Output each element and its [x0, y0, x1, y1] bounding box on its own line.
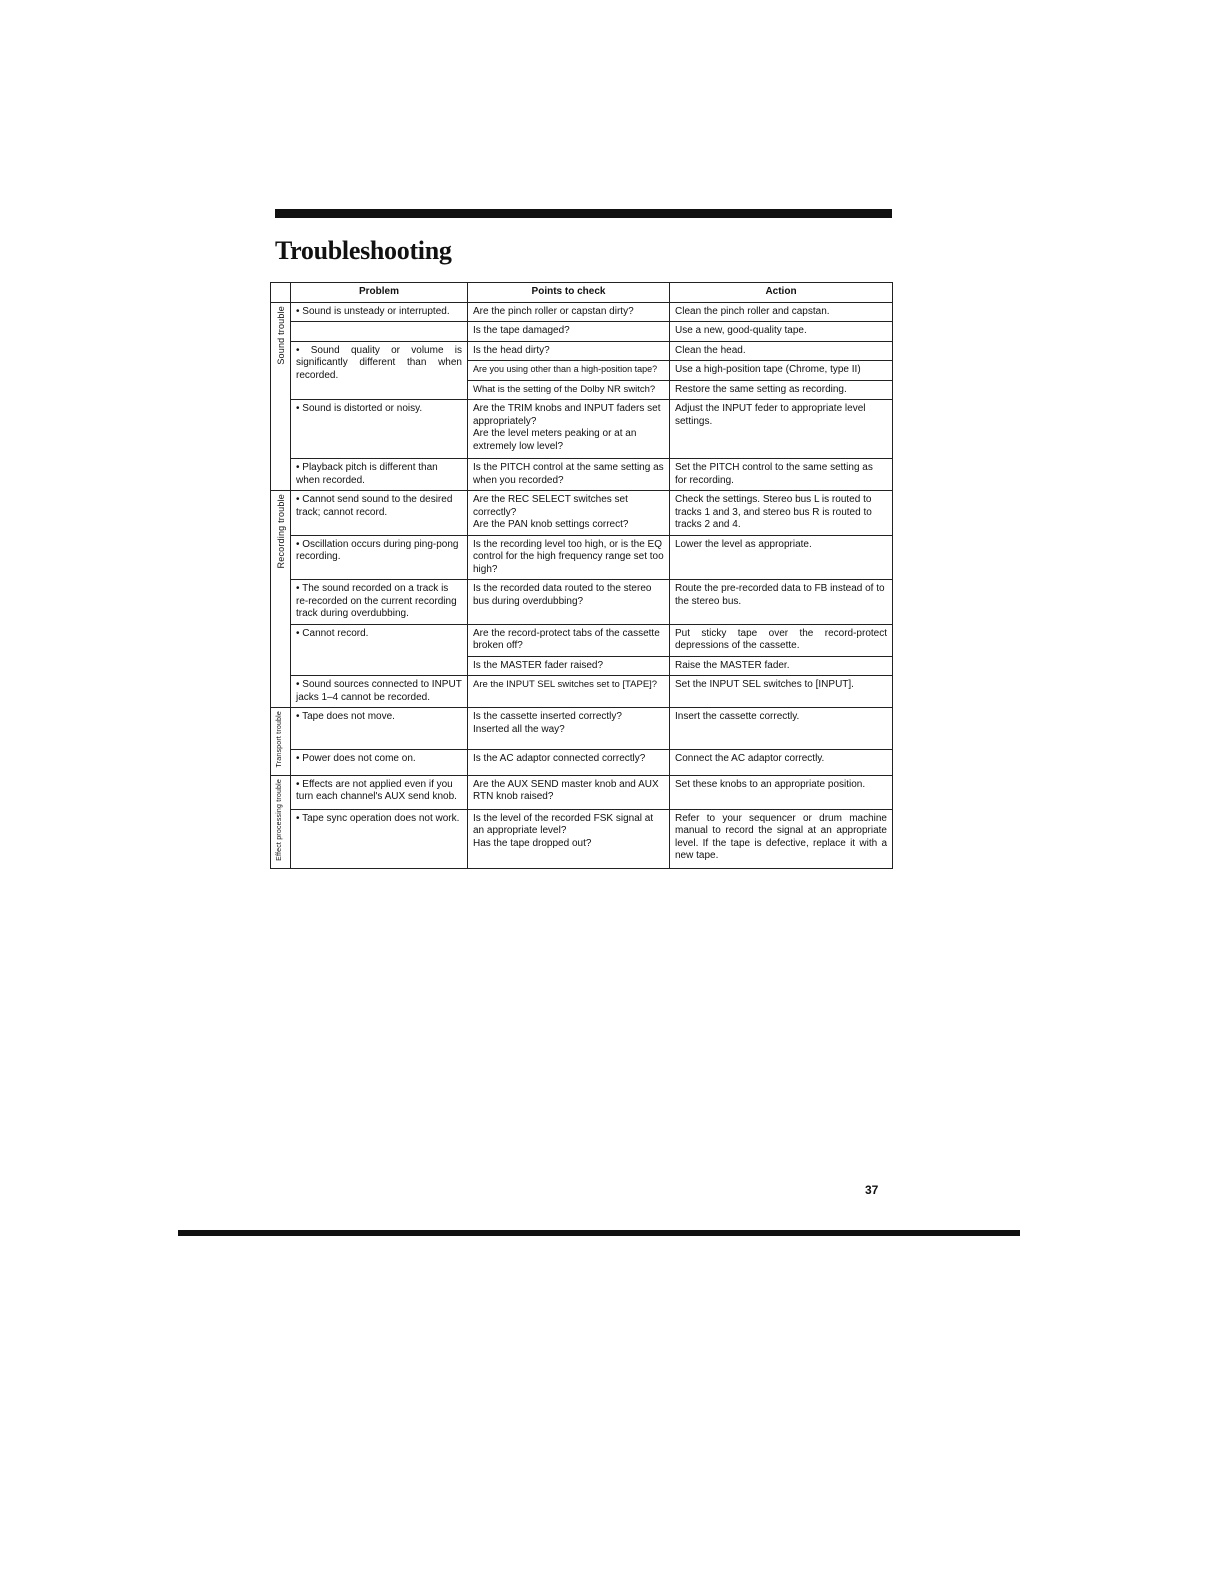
table-row: [271, 580, 893, 625]
action-cell: Refer to your sequencer or drum machine manual to record the signal at an appropriate level. If the tape is defective, replace it with a new tape.: [670, 809, 893, 869]
action-cell: Put sticky tape over the record-protect depressions of the cassette.: [670, 624, 893, 656]
header-corner: [271, 283, 291, 303]
points-cell: What is the setting of the Dolby NR switch?: [468, 380, 670, 400]
action-cell: Restore the same setting as recording.: [670, 380, 893, 400]
problem-cell: [291, 322, 468, 342]
table-row: [271, 809, 893, 869]
problem-cell: • Effects are not applied even if you turn each channel's AUX send knob.: [291, 775, 468, 809]
action-cell: Set these knobs to an appropriate position.: [670, 775, 893, 809]
points-cell: Are the INPUT SEL switches set to [TAPE]?: [468, 676, 670, 708]
header-action: Action: [670, 283, 893, 303]
page-title: Troubleshooting: [275, 236, 452, 265]
action-cell: Raise the MASTER fader.: [670, 656, 893, 676]
points-cell: Is the AC adaptor connected correctly?: [468, 750, 670, 776]
points-cell: Are the REC SELECT switches set correctly? Are the PAN knob settings correct?: [468, 491, 670, 536]
problem-cell: • Tape sync operation does not work.: [291, 809, 468, 869]
action-cell: Connect the AC adaptor correctly.: [670, 750, 893, 776]
problem-cell: • Tape does not move.: [291, 708, 468, 750]
problem-cell: • Playback pitch is different than when recorded.: [291, 459, 468, 491]
table-row: [271, 491, 893, 536]
action-cell: Route the pre-recorded data to FB instead of to the stereo bus.: [670, 580, 893, 625]
action-cell: Check the settings. Stereo bus L is routed to tracks 1 and 3, and stereo bus R is routed to tracks 2 and 4.: [670, 491, 893, 536]
points-cell: Is the head dirty?: [468, 341, 670, 361]
header-points-to-check: Points to check: [468, 283, 670, 303]
problem-cell: • Power does not come on.: [291, 750, 468, 776]
category-recording-trouble: [271, 491, 291, 708]
table-row: [271, 459, 893, 491]
action-cell: Insert the cassette correctly.: [670, 708, 893, 750]
top-rule: [275, 209, 892, 218]
category-label: Recording trouble: [276, 494, 286, 569]
page-number: 37: [865, 1183, 879, 1197]
problem-cell: • The sound recorded on a track is re-recorded on the current recording track during overdubbing.: [291, 580, 468, 625]
problem-cell: • Sound quality or volume is significantly different than when recorded.: [291, 341, 468, 400]
table-row: [271, 750, 893, 776]
table-row: [271, 302, 893, 322]
action-cell: Use a new, good-quality tape.: [670, 322, 893, 342]
header-problem: Problem: [291, 283, 468, 303]
points-cell: Is the cassette inserted correctly? Inserted all the way?: [468, 708, 670, 750]
table-row: [271, 322, 893, 342]
points-cell: Are the TRIM knobs and INPUT faders set appropriately? Are the level meters peaking or at an extremely low level?: [468, 400, 670, 459]
category-transport-trouble: [271, 708, 291, 776]
points-cell: Is the tape damaged?: [468, 322, 670, 342]
points-cell: Are the AUX SEND master knob and AUX RTN knob raised?: [468, 775, 670, 809]
problem-cell: • Sound is unsteady or interrupted.: [291, 302, 468, 322]
points-cell: Is the PITCH control at the same setting as when you recorded?: [468, 459, 670, 491]
action-cell: Lower the level as appropriate.: [670, 535, 893, 580]
action-cell: Set the PITCH control to the same setting as for recording.: [670, 459, 893, 491]
table-row: [271, 775, 893, 809]
points-cell: Is the level of the recorded FSK signal at an appropriate level? Has the tape dropped out?: [468, 809, 670, 869]
category-effect-processing-trouble: [271, 775, 291, 868]
table-row: [271, 624, 893, 656]
action-cell: Use a high-position tape (Chrome, type II): [670, 361, 893, 381]
problem-cell: • Sound sources connected to INPUT jacks 1–4 cannot be recorded.: [291, 676, 468, 708]
troubleshooting-table: [270, 282, 893, 869]
problem-cell: • Cannot record.: [291, 624, 468, 676]
points-cell: Are the record-protect tabs of the cassette broken off?: [468, 624, 670, 656]
points-cell: Is the recorded data routed to the stereo bus during overdubbing?: [468, 580, 670, 625]
action-cell: Clean the pinch roller and capstan.: [670, 302, 893, 322]
points-cell: Are the pinch roller or capstan dirty?: [468, 302, 670, 322]
action-cell: Set the INPUT SEL switches to [INPUT].: [670, 676, 893, 708]
table-header-row: [271, 283, 893, 303]
points-cell: Are you using other than a high-position tape?: [468, 361, 670, 381]
category-label: Transport trouble: [276, 711, 284, 768]
table-row: [271, 535, 893, 580]
points-cell: Is the MASTER fader raised?: [468, 656, 670, 676]
points-cell: Is the recording level too high, or is the EQ control for the high frequency range set too high?: [468, 535, 670, 580]
problem-cell: • Cannot send sound to the desired track; cannot record.: [291, 491, 468, 536]
category-label: Effect processing trouble: [276, 778, 284, 861]
table-row: [271, 676, 893, 708]
action-cell: Clean the head.: [670, 341, 893, 361]
bottom-rule: [178, 1230, 1020, 1236]
table-row: [271, 708, 893, 750]
table-row: [271, 341, 893, 361]
category-label: Sound trouble: [276, 305, 286, 365]
action-cell: Adjust the INPUT feder to appropriate level settings.: [670, 400, 893, 459]
table-row: [271, 400, 893, 459]
category-sound-trouble: [271, 302, 291, 491]
problem-cell: • Sound is distorted or noisy.: [291, 400, 468, 459]
problem-cell: • Oscillation occurs during ping-pong recording.: [291, 535, 468, 580]
